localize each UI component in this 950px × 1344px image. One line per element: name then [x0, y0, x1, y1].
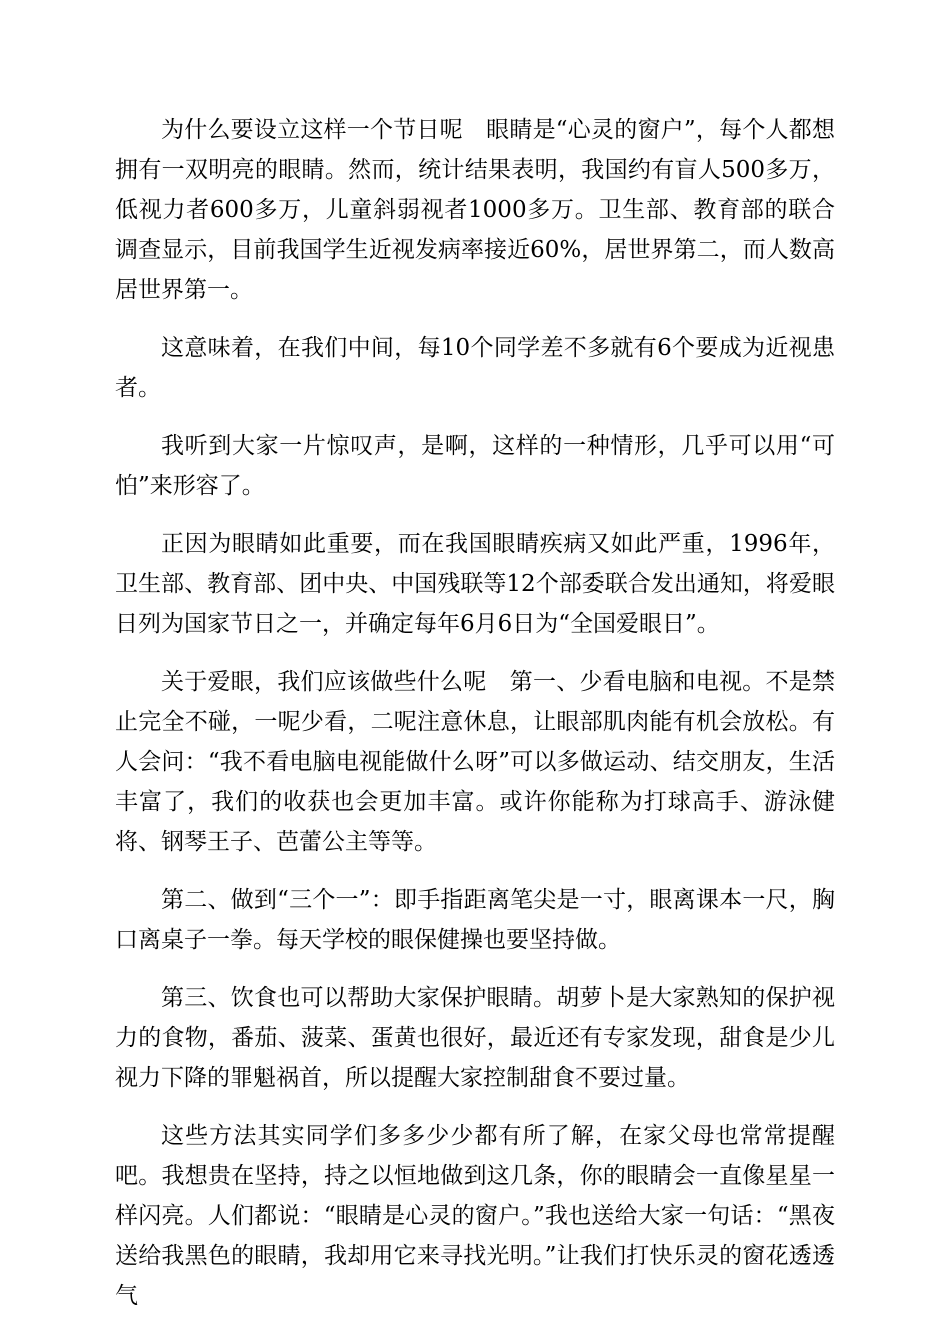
paragraph-7: 第三、饮食也可以帮助大家保护眼睛。胡萝卜是大家熟知的保护视力的食物，番茄、菠菜、蛋黄也很好，最近还有专家发现，甜食是少儿视力下降的罪魁祸首，所以提醒大家控制甜食不要过量。	[115, 985, 835, 1091]
paragraph-6: 第二、做到“三个一”：即手指距离笔尖是一寸，眼离课本一尺，胸口离桌子一拳。每天学校的眼保健操也要坚持做。	[115, 887, 835, 953]
paragraph-4: 正因为眼睛如此重要，而在我国眼睛疾病又如此严重，1996年，卫生部、教育部、团中央、中国残联等12个部委联合发出通知，将爱眼日列为国家节日之一，并确定每年6月6日为“全国爱眼日”。	[115, 531, 835, 637]
paragraph-3: 我听到大家一片惊叹声，是啊，这样的一种情形，几乎可以用“可怕”来形容了。	[115, 433, 835, 499]
paragraph-2: 这意味着，在我们中间，每10个同学差不多就有6个要成为近视患者。	[115, 335, 835, 401]
document-body	[115, 110, 835, 1316]
paragraph-1: 为什么要设立这样一个节日呢 眼睛是“心灵的窗户”，每个人都想拥有一双明亮的眼睛。然而，统计结果表明，我国约有盲人500多万，低视力者600多万，儿童斜弱视者1000多万。卫生部、教育部的联合调查显示，目前我国学生近视发病率接近60%，居世界第二，而人数高居世界第一。	[115, 117, 835, 303]
paragraph-8: 这些方法其实同学们多多少少都有所了解，在家父母也常常提醒吧。我想贵在坚持，持之以恒地做到这几条，你的眼睛会一直像星星一样闪亮。人们都说：“眼睛是心灵的窗户。”我也送给大家一句话：“黑夜送给我黑色的眼睛，我却用它来寻找光明。”让我们打快乐灵的窗花透透气	[115, 1123, 835, 1309]
paragraph-5: 关于爱眼，我们应该做些什么呢 第一、少看电脑和电视。不是禁止完全不碰，一呢少看，二呢注意休息，让眼部肌肉能有机会放松。有人会问：“我不看电脑电视能做什么呀”可以多做运动、结交朋友，生活丰富了，我们的收获也会更加丰富。或许你能称为打球高手、游泳健将、钢琴王子、芭蕾公主等等。	[115, 669, 835, 855]
